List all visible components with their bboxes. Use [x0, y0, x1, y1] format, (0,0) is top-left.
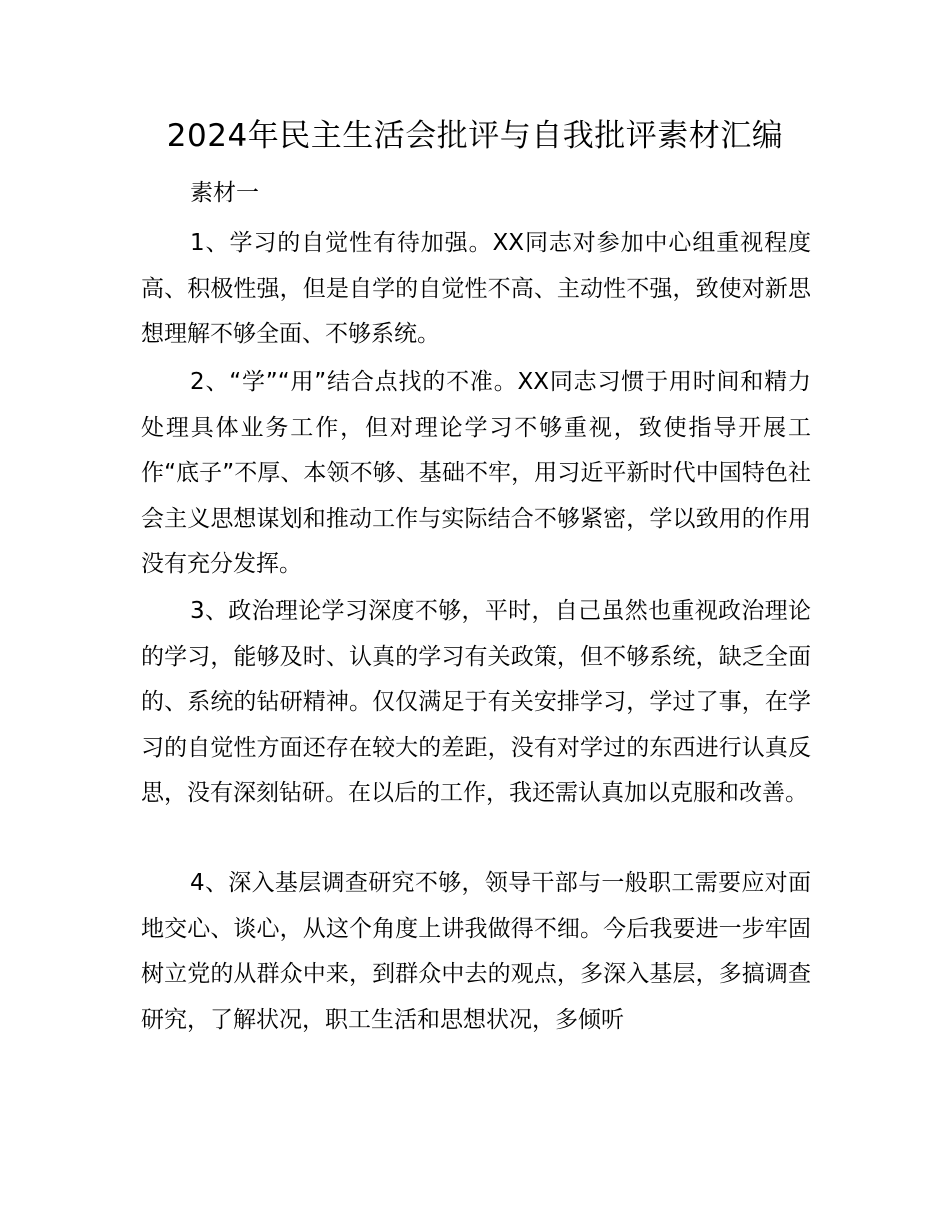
paragraph-4: 4、深入基层调查研究不够，领导干部与一般职工需要应对面地交心、谈心，从这个角度上讲我做得不细。今后我要进一步牢固树立党的从群众中来，到群众中去的观点，多深入基层，多搞调查研究，了解状况，职工生活和思想状况，多倾听	[141, 870, 811, 1033]
paragraph-2: 2、“学”“用”结合点找的不准。XX同志习惯于用时间和精力处理具体业务工作，但对理论学习不够重视，致使指导开展工作“底子”不厚、本领不够、基础不牢，用习近平新时代中国特色社会主义思想谋划和推动工作与实际结合不够紧密，学以致用的作用没有充分发挥。	[141, 369, 811, 577]
section-heading: 素材一	[190, 180, 259, 206]
document-title: 2024年民主生活会批评与自我批评素材汇编	[166, 118, 784, 154]
paragraph-1: 1、学习的自觉性有待加强。XX同志对参加中心组重视程度高、积极性强，但是自学的自觉性不高、主动性不强，致使对新思想理解不够全面、不够系统。	[141, 230, 811, 347]
paragraph-3: 3、政治理论学习深度不够，平时，自己虽然也重视政治理论的学习，能够及时、认真的学习有关政策，但不够系统，缺乏全面的、系统的钻研精神。仅仅满足于有关安排学习，学过了事，在学习的自觉性方面还存在较大的差距，没有对学过的东西进行认真反思，没有深刻钻研。在以后的工作，我还需认真加以克服和改善。	[141, 598, 811, 806]
